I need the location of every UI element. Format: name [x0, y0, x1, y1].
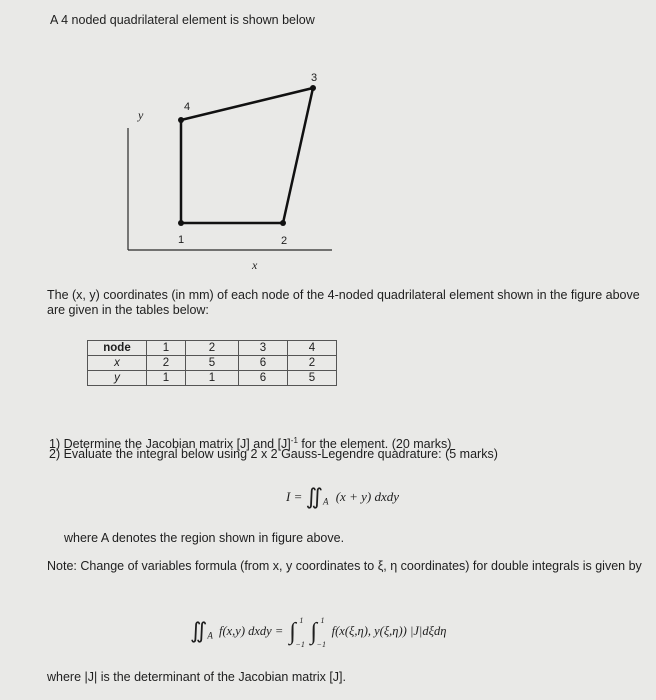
- note-paragraph: Note: Change of variables formula (from x, y coordinates to ξ, η coordinates) for double integrals is given by: [47, 559, 642, 573]
- axis-x-label: x: [252, 258, 258, 272]
- table-cell: 2: [288, 356, 337, 371]
- integral-lhs: I =: [286, 489, 303, 504]
- question-2: 2) Evaluate the integral below using 2 x 2 Gauss-Legendre quadrature: (5 marks): [49, 447, 498, 461]
- quadrilateral-figure: [0, 0, 656, 290]
- table-cell: 5: [186, 356, 239, 371]
- table-cell: y: [88, 371, 147, 386]
- table-cell: 5: [288, 371, 337, 386]
- table-cell: node: [88, 341, 147, 356]
- table-cell: 1: [186, 371, 239, 386]
- node-1-marker: [178, 220, 184, 226]
- node-2-marker: [280, 220, 286, 226]
- table-cell: 1: [147, 341, 186, 356]
- where-j-text: where |J| is the determinant of the Jacobian matrix [J].: [47, 670, 346, 684]
- node-label-3: 3: [311, 72, 318, 84]
- table-row: [88, 371, 337, 386]
- formula-rhs: f(x(ξ,η), y(ξ,η)) |J|dξdη: [331, 624, 447, 638]
- double-integral-symbol: ∬: [305, 484, 323, 509]
- integral-region: A: [322, 496, 329, 507]
- node-label-1: 1: [178, 234, 185, 246]
- coordinates-table: [87, 340, 337, 386]
- formula-upper-1: 1: [299, 616, 304, 625]
- question-1-text: 1) Determine the Jacobian matrix [J] and [J]: [49, 437, 291, 452]
- question-1-tail: for the element. (20 marks): [297, 437, 452, 452]
- table-row: [88, 356, 337, 371]
- integral-integrand: (x + y) dxdy: [335, 489, 399, 504]
- table-cell: 6: [239, 371, 288, 386]
- inverse-superscript: -1: [290, 436, 298, 445]
- formula-region: A: [207, 630, 213, 641]
- table-cell: 4: [288, 341, 337, 356]
- node-4-marker: [178, 117, 184, 123]
- table-cell: x: [88, 356, 147, 371]
- table-cell: 3: [239, 341, 288, 356]
- table-row: [88, 341, 337, 356]
- change-of-variables-formula: [190, 616, 447, 649]
- node-label-4: 4: [184, 101, 191, 113]
- formula-double-integral-symbol: ∬: [190, 618, 208, 643]
- formula-lower-1: −1: [295, 640, 305, 649]
- coords-paragraph: The (x, y) coordinates (in mm) of each node of the 4-noded quadrilateral element shown in the figure above are given in the tables below:: [47, 288, 640, 317]
- intro-text: A 4 noded quadrilateral element is shown below: [50, 13, 315, 27]
- formula-lower-2: −1: [316, 640, 326, 649]
- table-cell: 2: [186, 341, 239, 356]
- table-cell: 2: [147, 356, 186, 371]
- where-a-text: where A denotes the region shown in figure above.: [64, 531, 345, 545]
- formula-integral-2: ∫ 1 −1: [311, 620, 325, 643]
- formula-integral-1: ∫ 1 −1: [289, 620, 303, 643]
- quad-element: [181, 88, 313, 223]
- integral-equation: [286, 484, 399, 512]
- axis-y-label: y: [138, 108, 144, 122]
- table-cell: 6: [239, 356, 288, 371]
- node-label-2: 2: [281, 235, 288, 247]
- table-cell: 1: [147, 371, 186, 386]
- formula-lhs: f(x,y) dxdy =: [218, 624, 284, 638]
- formula-upper-2: 1: [320, 616, 325, 625]
